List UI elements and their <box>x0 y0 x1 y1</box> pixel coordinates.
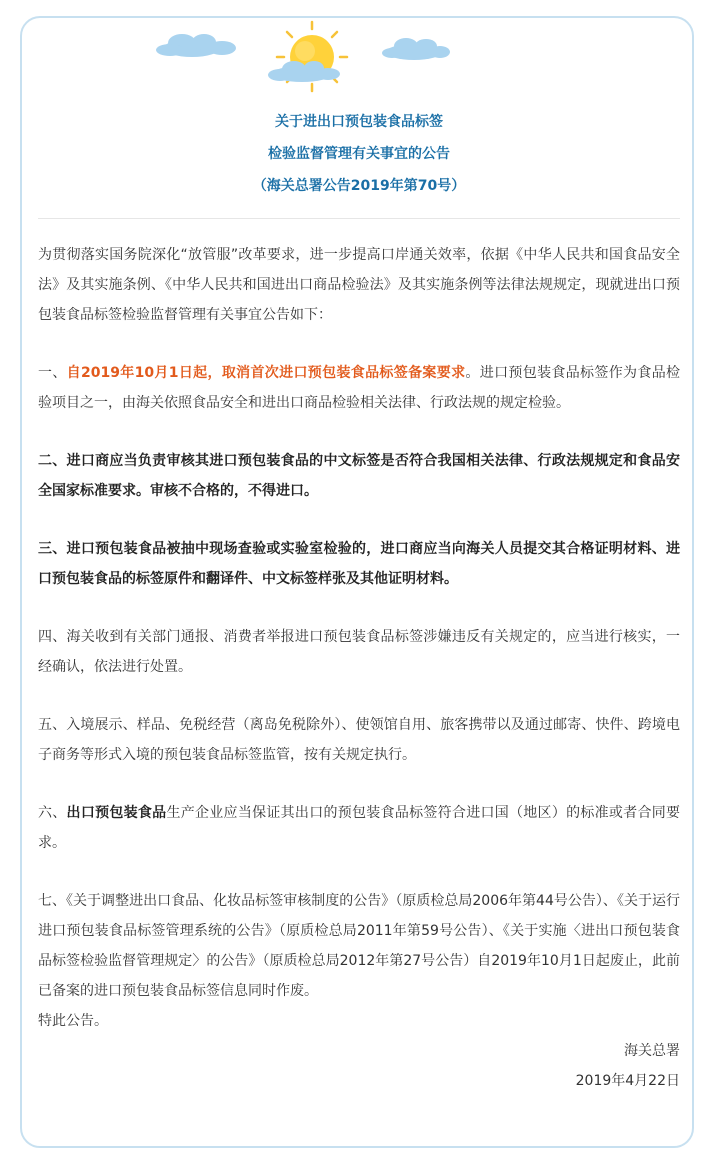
notice-card <box>20 16 694 1148</box>
intro-paragraph: 为贯彻落实国务院深化“放管服”改革要求，进一步提高口岸通关效率，依据《中华人民共和国食品安全法》及其实施条例、《中华人民共和国进出口商品检验法》及其实施条例等法律法规规定，现就进出口预包装食品标签检验监督管理有关事宜公告如下： <box>38 247 680 323</box>
weather-illustration <box>22 18 696 108</box>
title-divider <box>38 218 680 219</box>
item-5-paragraph: 五、入境展示、样品、免税经营（离岛免税除外）、使领馆自用、旅客携带以及通过邮寄、快件、跨境电子商务等形式入境的预包装食品标签监管，按有关规定执行。 <box>38 717 680 763</box>
issue-date: 2019年4月22日 <box>575 1073 680 1089</box>
title-line-1: 关于进出口预包装食品标签 <box>275 114 443 130</box>
item-6-text: 生产企业应当保证其出口的预包装食品标签符合进口国（地区）的标准或者合同要求。 <box>38 805 681 851</box>
closing-text: 特此公告。 <box>38 1013 108 1029</box>
title-line-3: （海关总署公告2019年第70号） <box>252 178 466 194</box>
issuer: 海关总署 <box>624 1043 680 1059</box>
title-line-2: 检验监督管理有关事宜的公告 <box>268 146 450 162</box>
item-2-paragraph: 二、进口商应当负责审核其进口预包装食品的中文标签是否符合我国相关法律、行政法规规定和食品安全国家标准要求。审核不合格的，不得进口。 <box>38 453 680 499</box>
cloud-left-icon <box>156 34 236 57</box>
notice-title <box>22 106 696 202</box>
item-4-paragraph: 四、海关收到有关部门通报、消费者举报进口预包装食品标签涉嫌违反有关规定的，应当进行核实，一经确认，依法进行处置。 <box>38 629 680 675</box>
item-1-highlight: 自2019年10月1日起，取消首次进口预包装食品标签备案要求 <box>66 365 466 381</box>
item-1-number: 一、 <box>38 365 67 381</box>
item-7-paragraph: 七、《关于调整进出口食品、化妆品标签审核制度的公告》（原质检总局2006年第44号公告）、《关于运行进口预包装食品标签管理系统的公告》（原质检总局2011年第59号公告）、《关于实施〈进出口预包装食品标签检验监督管理规定〉的公告》（原质检总局2012年第27号公告）自2019年10月1日起废止，此前已备案的进口预包装食品标签信息同时作废。 <box>38 893 680 999</box>
item-3-paragraph: 三、进口预包装食品被抽中现场查验或实验室检验的，进口商应当向海关人员提交其合格证明材料、进口预包装食品的标签原件和翻译件、中文标签样张及其他证明材料。 <box>38 541 680 587</box>
item-6-bold: 出口预包装食品 <box>66 805 167 821</box>
item-6-number: 六、 <box>38 805 67 821</box>
item-1-text: 。进口预包装食品标签作为食品检验项目之一，由海关依照食品安全和进出口商品检验相关法律、行政法规的规定检验。 <box>38 365 681 411</box>
cloud-right-icon <box>382 38 450 60</box>
notice-body <box>38 240 680 1096</box>
item-6-paragraph <box>38 798 680 858</box>
item-1-paragraph <box>38 358 680 418</box>
